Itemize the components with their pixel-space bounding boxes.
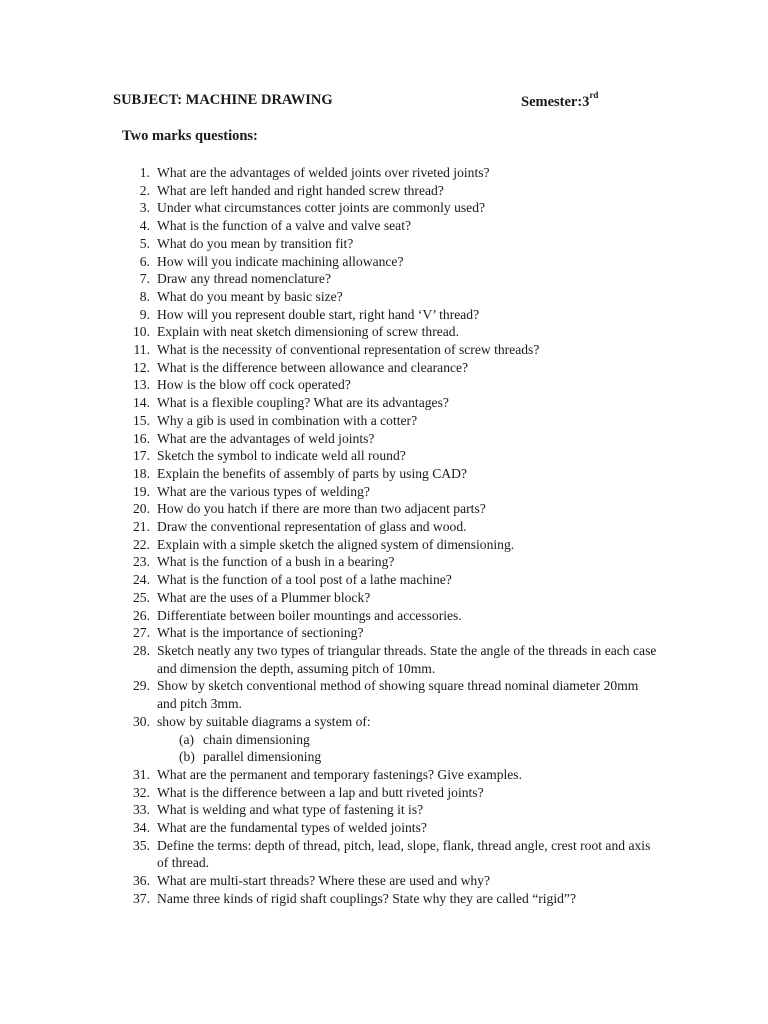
question-text: Differentiate between boiler mountings and accessories.	[157, 607, 462, 623]
sub-item	[157, 731, 660, 749]
question-row	[120, 376, 660, 394]
question-number: 27.	[133, 625, 150, 641]
question-number: 6.	[139, 253, 150, 269]
question-row	[120, 483, 660, 501]
question-number: 2.	[139, 182, 150, 198]
question-row	[120, 819, 660, 837]
question-row	[120, 801, 660, 819]
semester-label	[521, 92, 598, 111]
question-number: 28.	[133, 642, 150, 658]
question-row	[120, 571, 660, 589]
question-item	[120, 447, 660, 465]
question-row	[120, 518, 660, 536]
question-text: What is the necessity of conventional representation of screw threads?	[157, 342, 540, 358]
question-text: Sketch the symbol to indicate weld all round?	[157, 448, 406, 464]
question-text: What are the fundamental types of welded joints?	[157, 820, 427, 836]
question-row	[120, 837, 660, 872]
question-text: How is the blow off cock operated?	[157, 377, 351, 393]
question-text: What is the importance of sectioning?	[157, 625, 364, 641]
question-text: How will you represent double start, right hand ‘V’ thread?	[157, 306, 480, 322]
question-row	[120, 253, 660, 271]
question-text: What is a flexible coupling? What are its advantages?	[157, 395, 449, 411]
question-number: 23.	[133, 554, 150, 570]
question-item	[120, 341, 660, 359]
question-number: 3.	[139, 200, 150, 216]
question-item	[120, 890, 660, 908]
question-row	[120, 341, 660, 359]
question-row	[120, 217, 660, 235]
question-row	[120, 536, 660, 554]
question-row	[120, 288, 660, 306]
semester-suffix: rd	[589, 90, 599, 100]
question-row	[120, 412, 660, 430]
question-number: 20.	[133, 501, 150, 517]
question-text: What are the uses of a Plummer block?	[157, 589, 371, 605]
question-item	[120, 235, 660, 253]
question-number: 16.	[133, 430, 150, 446]
question-row	[120, 589, 660, 607]
question-text: What is the function of a tool post of a lathe machine?	[157, 572, 452, 588]
question-item	[120, 394, 660, 412]
question-text: What is the difference between allowance and clearance?	[157, 359, 469, 375]
question-text: What is welding and what type of fastening it is?	[157, 802, 424, 818]
question-text: What is the difference between a lap and butt riveted joints?	[157, 784, 484, 800]
question-text: What is the function of a bush in a bearing?	[157, 554, 395, 570]
question-number: 21.	[133, 519, 150, 535]
semester-text: Semester:3	[521, 93, 590, 110]
question-row	[120, 872, 660, 890]
section-title: Two marks questions:	[122, 128, 258, 144]
question-item	[120, 819, 660, 837]
question-item	[120, 306, 660, 324]
question-text: What is the function of a valve and valve seat?	[157, 218, 412, 234]
question-row	[120, 607, 660, 625]
question-text: Name three kinds of rigid shaft couplings? State why they are called “rigid”?	[157, 890, 576, 906]
question-item	[120, 677, 660, 712]
question-row	[120, 164, 660, 182]
question-row	[120, 553, 660, 571]
question-number: 5.	[139, 235, 150, 251]
question-text: What do you meant by basic size?	[157, 288, 343, 304]
question-number: 7.	[139, 271, 150, 287]
question-row	[120, 270, 660, 288]
question-row	[120, 500, 660, 518]
question-item	[120, 607, 660, 625]
question-item	[120, 217, 660, 235]
question-row	[120, 642, 660, 677]
question-item	[120, 253, 660, 271]
question-item	[120, 837, 660, 872]
question-number: 17.	[133, 448, 150, 464]
sub-item	[157, 748, 660, 766]
question-item	[120, 199, 660, 217]
question-number: 31.	[133, 766, 150, 782]
question-row	[120, 465, 660, 483]
question-item	[120, 624, 660, 642]
question-number: 26.	[133, 607, 150, 623]
question-number: 32.	[133, 784, 150, 800]
question-item	[120, 323, 660, 341]
question-row	[120, 394, 660, 412]
question-item	[120, 801, 660, 819]
question-text: Show by sketch conventional method of showing square thread nominal diameter 20mm and pitch 3mm.	[157, 678, 639, 712]
question-text: Why a gib is used in combination with a cotter?	[157, 412, 418, 428]
question-item	[120, 536, 660, 554]
question-number: 1.	[139, 165, 150, 180]
question-item	[120, 784, 660, 802]
question-item	[120, 642, 660, 677]
question-item	[120, 872, 660, 890]
question-row	[120, 199, 660, 217]
question-item	[120, 571, 660, 589]
question-text: Sketch neatly any two types of triangular threads. State the angle of the threads in each case and dimension the depth, assuming pitch of 10mm.	[157, 642, 657, 676]
question-item	[120, 376, 660, 394]
question-number: 4.	[139, 218, 150, 234]
question-item	[120, 288, 660, 306]
question-text: Draw the conventional representation of glass and wood.	[157, 519, 467, 535]
question-text: Explain the benefits of assembly of parts by using CAD?	[157, 465, 467, 481]
question-row	[120, 677, 660, 712]
question-number: 15.	[133, 412, 150, 428]
question-text: What are the advantages of welded joints over riveted joints?	[157, 165, 490, 180]
question-text: Define the terms: depth of thread, pitch, lead, slope, flank, thread angle, crest root and axis of thread.	[157, 837, 651, 871]
question-row	[120, 323, 660, 341]
document-header	[113, 92, 613, 116]
question-text: What are the advantages of weld joints?	[157, 430, 375, 446]
question-list	[120, 164, 660, 908]
question-number: 34.	[133, 820, 150, 836]
question-number: 9.	[139, 306, 150, 322]
question-number: 25.	[133, 589, 150, 605]
sub-item-label: (a)	[179, 731, 195, 747]
question-item	[120, 483, 660, 501]
question-row	[120, 890, 660, 908]
question-item	[120, 270, 660, 288]
question-row	[120, 447, 660, 465]
question-number: 37.	[133, 890, 150, 906]
question-item	[120, 518, 660, 536]
sub-item-text: parallel dimensioning	[203, 749, 322, 765]
question-row	[120, 359, 660, 377]
question-text: What are the permanent and temporary fastenings? Give examples.	[157, 766, 522, 782]
question-text: Under what circumstances cotter joints are commonly used?	[157, 200, 486, 216]
sub-item-list	[120, 731, 660, 766]
question-row	[120, 430, 660, 448]
question-number: 33.	[133, 802, 150, 818]
question-text: Draw any thread nomenclature?	[157, 271, 331, 287]
question-row	[120, 182, 660, 200]
question-item	[120, 500, 660, 518]
question-item	[120, 359, 660, 377]
question-text: What do you mean by transition fit?	[157, 235, 354, 251]
question-number: 30.	[133, 713, 150, 729]
question-item	[120, 465, 660, 483]
question-number: 10.	[133, 324, 150, 340]
sub-item-text: chain dimensioning	[203, 731, 310, 747]
question-item	[120, 589, 660, 607]
question-row	[120, 624, 660, 642]
question-number: 14.	[133, 395, 150, 411]
question-item	[120, 713, 660, 766]
question-number: 11.	[133, 342, 150, 358]
question-number: 18.	[133, 465, 150, 481]
question-number: 29.	[133, 678, 150, 694]
question-row	[120, 235, 660, 253]
question-row	[120, 766, 660, 784]
question-text: What are the various types of welding?	[157, 483, 370, 499]
question-number: 22.	[133, 536, 150, 552]
subject-title: SUBJECT: MACHINE DRAWING	[113, 92, 333, 108]
question-number: 35.	[133, 837, 150, 853]
question-number: 19.	[133, 483, 150, 499]
question-text: What are multi-start threads? Where these are used and why?	[157, 873, 491, 889]
question-text: What are left handed and right handed screw thread?	[157, 182, 444, 198]
sub-item-label: (b)	[179, 749, 195, 765]
question-text: Explain with a simple sketch the aligned system of dimensioning.	[157, 536, 515, 552]
question-number: 12.	[133, 359, 150, 375]
question-number: 24.	[133, 572, 150, 588]
question-row	[120, 306, 660, 324]
question-text: How do you hatch if there are more than two adjacent parts?	[157, 501, 486, 517]
question-item	[120, 553, 660, 571]
question-item	[120, 412, 660, 430]
question-row	[120, 784, 660, 802]
question-number: 13.	[133, 377, 150, 393]
question-item	[120, 182, 660, 200]
question-text: How will you indicate machining allowance?	[157, 253, 404, 269]
question-item	[120, 766, 660, 784]
question-text: Explain with neat sketch dimensioning of screw thread.	[157, 324, 460, 340]
question-text: show by suitable diagrams a system of:	[157, 713, 371, 729]
question-item	[120, 164, 660, 182]
question-number: 8.	[139, 288, 150, 304]
question-item	[120, 430, 660, 448]
question-number: 36.	[133, 873, 150, 889]
question-row	[120, 713, 660, 731]
